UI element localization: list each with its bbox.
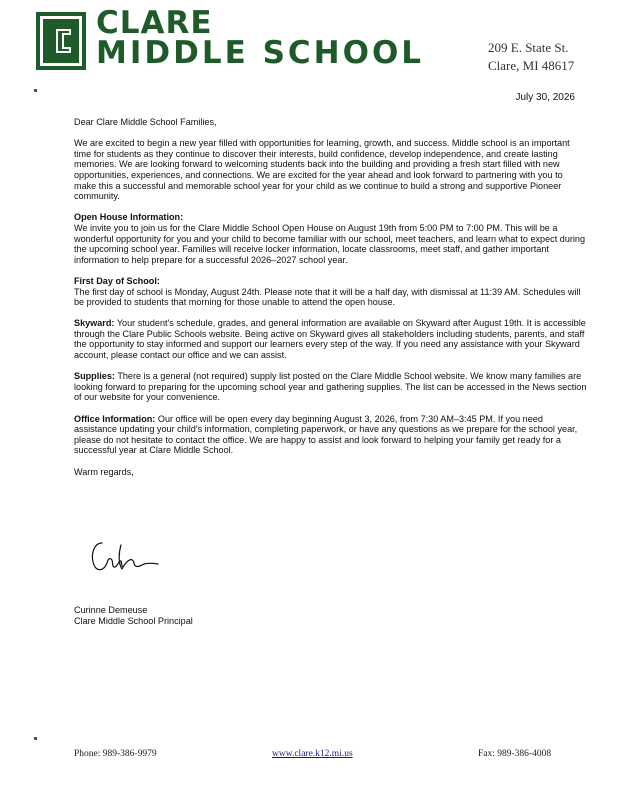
office-heading: Office Information:: [74, 413, 156, 424]
salutation: Dear Clare Middle School Families,: [74, 117, 217, 127]
school-name: [96, 5, 425, 71]
school-address: [488, 39, 574, 75]
supplies-body: There is a general (not required) supply list posted on the Clare Middle School website. We know many families are looking forward to preparing for the upcoming school year and gathering supplies. The list can be accessed in the News section of our website for your convenience.: [74, 371, 587, 403]
address-city: Clare, MI 48617: [488, 58, 575, 73]
closing: Warm regards,: [74, 466, 134, 477]
skyward-body: Your student's schedule, grades, and general information are available on Skyward after August 19th. It is accessible through the Clare Public Schools website. Being active on Skyward gives all stakeholders including students, parents, and staff the opportunity to stay informed and support our learners every step of the way. If you need any assistance with your Skyward account, please contact our office and we can assist.: [74, 318, 586, 361]
school-logo: [36, 12, 86, 70]
open-house-section: [74, 212, 587, 265]
skyward-heading: Skyward:: [74, 318, 115, 329]
footer-website[interactable]: [272, 749, 353, 759]
skyward-section: [74, 318, 587, 360]
letter-body: [74, 117, 587, 488]
margin-mark-bottom: [34, 737, 37, 740]
footer-phone: Phone: 989-386-9979: [74, 749, 157, 759]
supplies-heading: Supplies:: [74, 371, 115, 382]
intro-paragraph: We are excited to begin a new year filled with opportunities for learning, growth, and success. Middle school is an important time for students as they continue to discover their interests, build confidence, develop independence, and create lasting memories. We are looking forward to welcoming students back into the building and providing a fresh start filled with new opportunities, experiences, and connections. We are excited for the year ahead and look forward to partnering with you to make this a successful and memorable school year for your child as we continue to build a strong and supportive Pioneer community.: [74, 138, 570, 202]
office-body: Our office will be open every day beginning August 3, 2026, from 7:30 AM–3:45 PM. If you need assistance updating your child's information, completing paperwork, or have any questions as we prepare for the school year, please do not hesitate to contact the office. We are happy to assist and look forward to helping your family get ready for a successful year at Clare Middle School.: [74, 413, 578, 456]
handwritten-signature: [88, 533, 163, 578]
website-link[interactable]: www.clare.k12.mi.us: [272, 749, 353, 759]
letter-date: July 30, 2026: [515, 92, 575, 103]
signer-title: Clare Middle School Principal: [74, 616, 193, 626]
office-section: [74, 414, 587, 456]
first-day-heading: First Day of School:: [74, 275, 160, 286]
margin-mark-top: [34, 89, 37, 92]
open-house-heading: Open House Information:: [74, 212, 184, 223]
signer-name: Curinne Demeuse: [74, 605, 148, 615]
footer-fax: Fax: 989-386-4008: [478, 749, 552, 759]
school-name-line1: CLARE: [96, 5, 213, 41]
open-house-body: We invite you to join us for the Clare Middle School Open House on August 19th from 5:00 PM to 7:00 PM. This will be a wonderful opportunity for you and your child to become familiar with our school, meet teachers, and learn what to expect during the upcoming school year. Families will receive locker information, locate classrooms, meet staff, and gather important information to help prepare for a successful 2026–2027 school year.: [74, 222, 586, 265]
address-street: 209 E. State St.: [488, 40, 569, 55]
first-day-section: [74, 276, 587, 308]
supplies-section: [74, 371, 587, 403]
school-name-line2: MIDDLE SCHOOL: [96, 35, 425, 71]
first-day-body: The first day of school is Monday, August 24th. Please note that it will be a half day, with dismissal at 11:39 AM. Schedules will be provided to students that morning for those unable to attend the open house.: [74, 286, 581, 308]
signer-block: [74, 605, 193, 627]
